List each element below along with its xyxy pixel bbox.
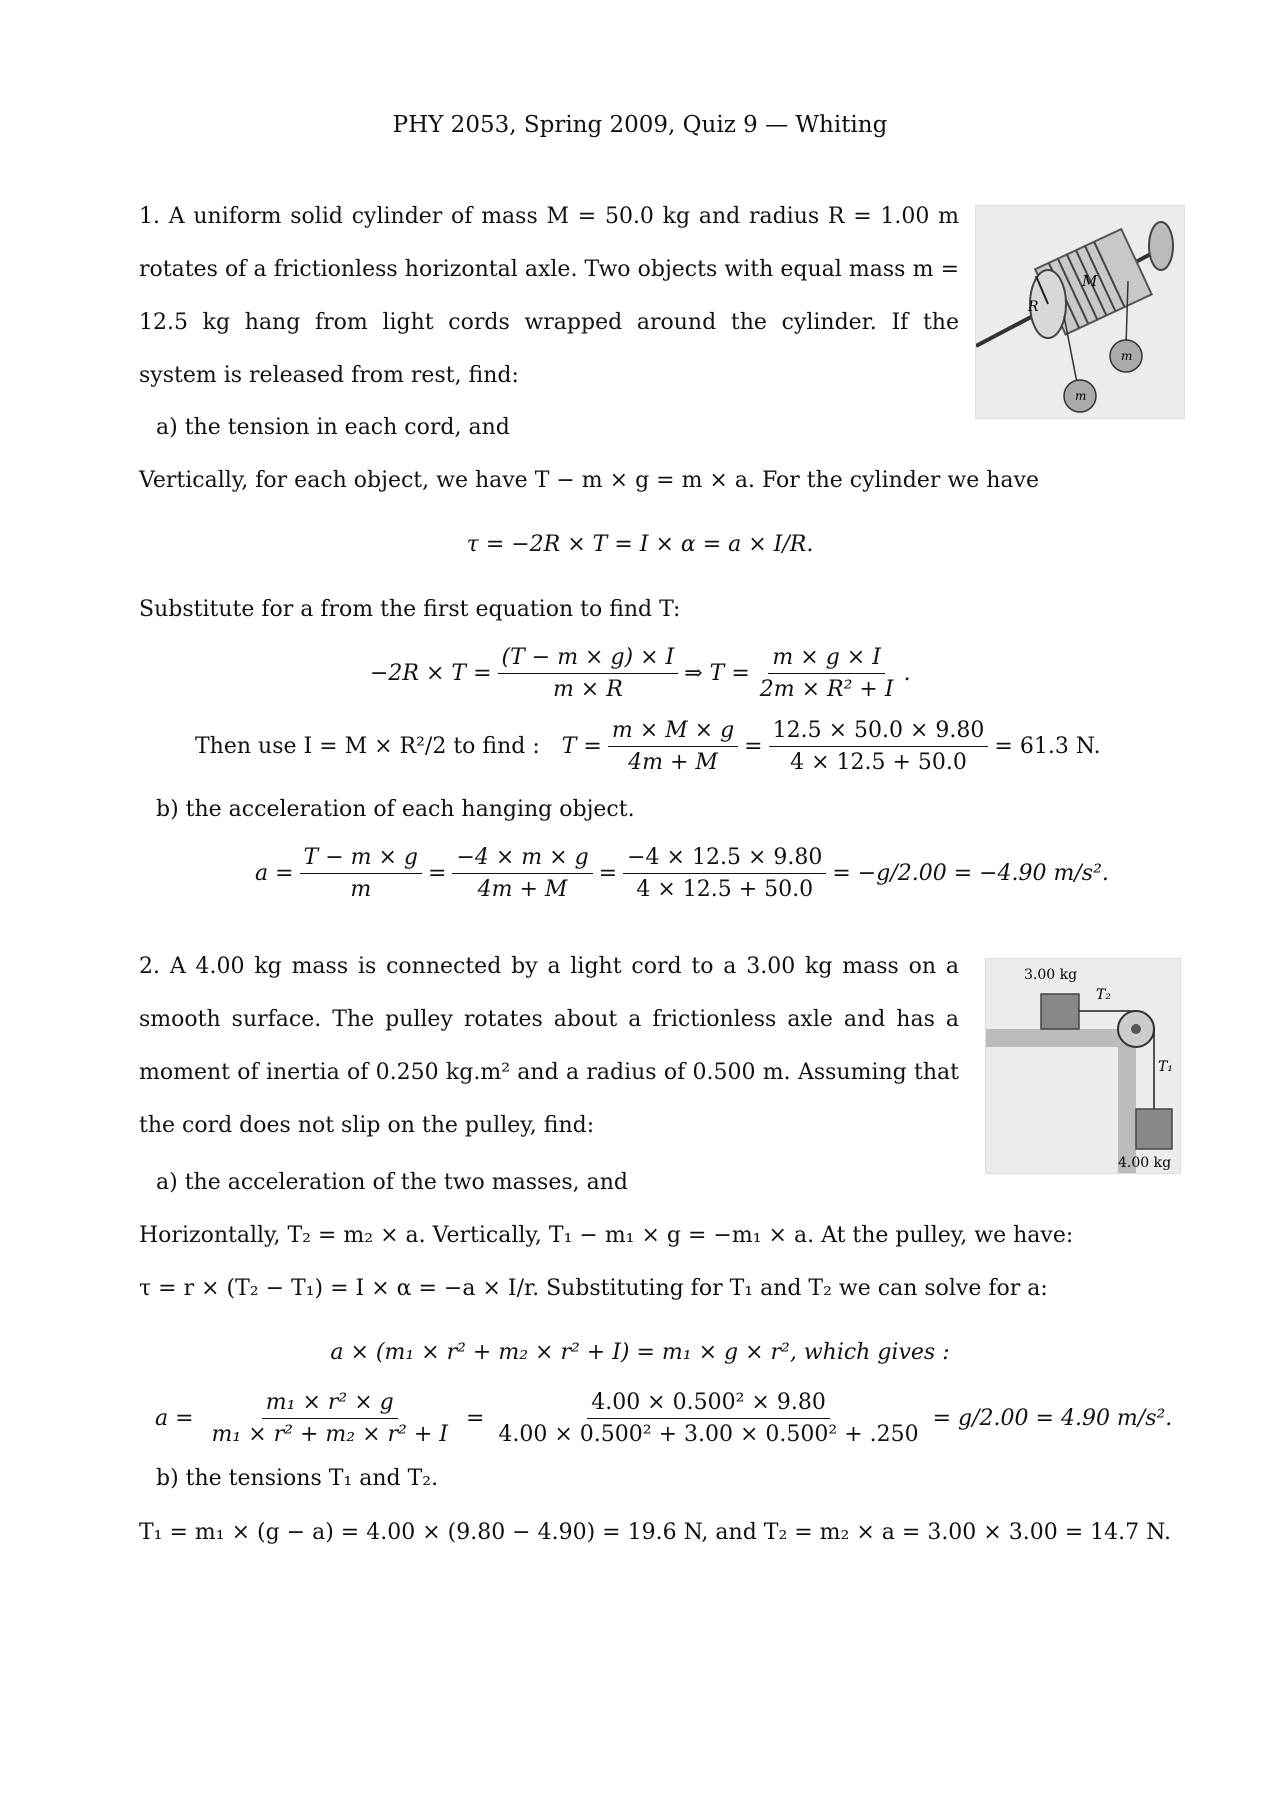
q1-eq3 bbox=[195, 718, 1101, 775]
eq2-den2: 2m × R² + I bbox=[759, 677, 894, 702]
eq3-T: T = bbox=[561, 734, 602, 759]
q1-part-a: a) the tension in each cord, and bbox=[156, 415, 510, 440]
q1-eq2 bbox=[370, 645, 911, 702]
eq4-num3: −4 × 12.5 × 9.80 bbox=[623, 845, 826, 874]
q2-statement: 2. A 4.00 kg mass is connected by a light cord to a 3.00 kg mass on a smooth surface. The pulley rotates about a frictionless axle and has a moment of inertia of 0.250 kg.m² and a radius of 0.500 m. Assuming that the cord does not slip on the pulley, find: bbox=[139, 954, 959, 1138]
page-title: PHY 2053, Spring 2009, Quiz 9 — Whiting bbox=[392, 112, 888, 138]
label-4kg: 4.00 kg bbox=[1118, 1155, 1172, 1171]
q2-eq2-a: a = bbox=[155, 1406, 194, 1431]
label-3kg: 3.00 kg bbox=[1024, 967, 1078, 983]
q1-statement: 1. A uniform solid cylinder of mass M = 50.0 kg and radius R = 1.00 m rotates of a frictionless horizontal axle. Two objects with equal mass m = 12.5 kg hang from light cords wrapped around the cylinder. If the system is released from rest, find: bbox=[139, 204, 959, 388]
label-m2: m bbox=[1121, 349, 1133, 363]
label-T1: T₁ bbox=[1158, 1059, 1173, 1075]
eq2-frac2 bbox=[756, 645, 898, 702]
q2-figure bbox=[985, 958, 1181, 1174]
q2-eq2-den2: 4.00 × 0.500² + 3.00 × 0.500² + .250 bbox=[498, 1422, 919, 1447]
label-M: M bbox=[1082, 272, 1098, 290]
q2-text2: τ = r × (T₂ − T₁) = I × α = −a × I/r. Substituting for T₁ and T₂ we can solve for a: bbox=[139, 1276, 1048, 1301]
eq4-num2: −4 × m × g bbox=[452, 845, 592, 874]
eq3-eq: = bbox=[744, 734, 763, 759]
q2-eq2-den1: m₁ × r² + m₂ × r² + I bbox=[211, 1422, 448, 1447]
eq2-end: . bbox=[903, 661, 911, 686]
eq3-num1: m × M × g bbox=[608, 718, 738, 747]
q2-eq2-eq: = bbox=[465, 1406, 485, 1431]
eq3-frac2 bbox=[769, 718, 989, 775]
eq4-frac1 bbox=[300, 845, 422, 902]
eq3-result: = 61.3 N. bbox=[994, 734, 1101, 759]
eq2-num1: (T − m × g) × I bbox=[498, 645, 679, 674]
eq4-den3: 4 × 12.5 + 50.0 bbox=[636, 877, 814, 902]
q2-eq2 bbox=[155, 1390, 1172, 1447]
eq3-text: Then use I = M × R²/2 to find : bbox=[195, 734, 540, 759]
pulley-diagram bbox=[986, 959, 1180, 1173]
q2-eq1: a × (m₁ × r² + m₂ × r² + I) = m₁ × g × r², which gives : bbox=[330, 1340, 950, 1365]
eq4-a: a = bbox=[255, 861, 294, 886]
eq4-eq1: = bbox=[428, 861, 447, 886]
eq4-frac3 bbox=[623, 845, 826, 902]
eq4-den2: 4m + M bbox=[477, 877, 568, 902]
q1-eq1: τ = −2R × T = I × α = a × I/R. bbox=[466, 532, 814, 557]
q2-eq2-result: = g/2.00 = 4.90 m/s². bbox=[932, 1406, 1173, 1431]
q1-text2: Substitute for a from the first equation to find T: bbox=[139, 597, 681, 622]
q1-text1: Vertically, for each object, we have T − m × g = m × a. For the cylinder we have bbox=[139, 468, 1039, 493]
eq4-num1: T − m × g bbox=[300, 845, 422, 874]
eq4-den1: m bbox=[350, 877, 372, 902]
q2-eq2-num1: m₁ × r² × g bbox=[262, 1390, 398, 1419]
cylinder-diagram bbox=[976, 206, 1184, 418]
q1-figure bbox=[975, 205, 1185, 419]
q2-part-a: a) the acceleration of the two masses, and bbox=[156, 1170, 629, 1195]
eq3-den2: 4 × 12.5 + 50.0 bbox=[790, 750, 967, 775]
label-R: R bbox=[1028, 299, 1039, 315]
eq2-lhs: −2R × T = bbox=[370, 661, 492, 686]
q2-eq2-frac1 bbox=[208, 1390, 452, 1447]
eq2-num2: m × g × I bbox=[768, 645, 884, 674]
eq4-frac2 bbox=[452, 845, 592, 902]
q2-eq2-frac2 bbox=[494, 1390, 922, 1447]
eq2-frac1 bbox=[498, 645, 679, 702]
eq2-arrow: ⇒ T = bbox=[684, 661, 750, 686]
q1-eq4 bbox=[255, 845, 1109, 902]
eq3-den1: 4m + M bbox=[628, 750, 718, 775]
eq3-frac1 bbox=[608, 718, 738, 775]
q2-part-b: b) the tensions T₁ and T₂. bbox=[156, 1466, 439, 1491]
eq2-den1: m × R bbox=[552, 677, 623, 702]
q2-final: T₁ = m₁ × (g − a) = 4.00 × (9.80 − 4.90) = 19.6 N, and T₂ = m₂ × a = 3.00 × 3.00 = 14.7 N. bbox=[139, 1520, 1171, 1545]
eq4-result: = −g/2.00 = −4.90 m/s². bbox=[832, 861, 1109, 886]
q2-eq2-num2: 4.00 × 0.500² × 9.80 bbox=[587, 1390, 830, 1419]
label-m1: m bbox=[1075, 389, 1087, 403]
label-T2: T₂ bbox=[1096, 987, 1111, 1003]
q2-text1: Horizontally, T₂ = m₂ × a. Vertically, T₁ − m₁ × g = −m₁ × a. At the pulley, we have: bbox=[139, 1223, 1074, 1248]
q1-part-b: b) the acceleration of each hanging object. bbox=[156, 797, 635, 822]
eq3-num2: 12.5 × 50.0 × 9.80 bbox=[769, 718, 989, 747]
eq4-eq2: = bbox=[598, 861, 618, 886]
